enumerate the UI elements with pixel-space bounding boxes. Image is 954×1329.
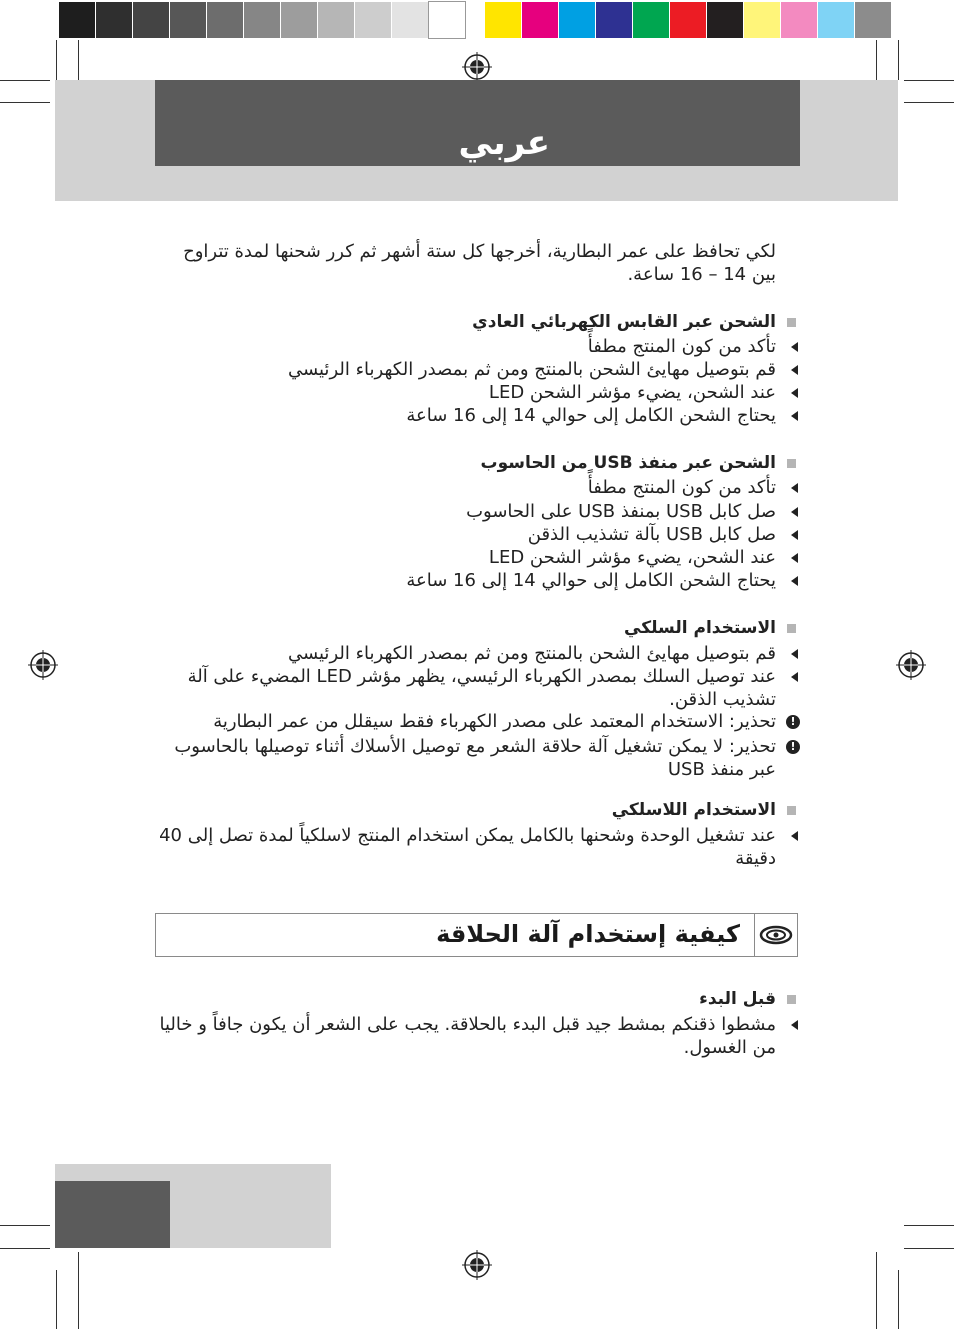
process-color-swatch [818, 2, 854, 38]
list-item: صل كابل USB بمنفذ USB على الحاسوب [466, 501, 776, 522]
eye-icon-box [754, 914, 797, 956]
list-item: قم بتوصيل مهايئ الشحن بالمنتج ومن ثم بمصدر الكهرباء الرئيسي [287, 359, 776, 380]
arrow-bullet-icon [791, 342, 798, 352]
list-item: صل كابل USB بآلة تشذيب الذقن [527, 524, 776, 545]
warning-text: تحذير: الاستخدام المعتمد على مصدر الكهرباء فقط سيقلل من عمر البطارية [213, 711, 776, 732]
arrow-bullet-icon [791, 388, 798, 398]
arrow-bullet-icon [791, 831, 798, 841]
section-bullet [787, 318, 796, 327]
grayscale-swatch [281, 2, 317, 38]
list-item: عند تشغيل الوحدة وشحنها بالكامل يمكن استخدام المنتج لاسلكياً لمدة تصل إلى 40 دقيقة [159, 825, 776, 869]
section-heading: قبل البدء [699, 989, 776, 1009]
arrow-bullet-icon [791, 365, 798, 375]
process-color-swatch [633, 2, 669, 38]
list-item: عند الشحن، يضيء مؤشر الشحن LED [488, 382, 776, 403]
section-bullet [787, 806, 796, 815]
grayscale-swatch [318, 2, 354, 38]
grayscale-swatch [207, 2, 243, 38]
registration-mark-left [28, 650, 58, 680]
grayscale-swatch [355, 2, 391, 38]
process-color-swatch [670, 2, 706, 38]
grayscale-swatch [392, 2, 428, 38]
registration-mark-bottom [462, 1250, 492, 1280]
arrow-bullet-icon [791, 507, 798, 517]
process-color-swatch [744, 2, 780, 38]
list-item: مشطوا ذقنكم بمشط جيد قبل البدء بالحلاقة. يجب على الشعر أن يكون جافاً و خاليا من الغسول. [159, 1014, 776, 1058]
grayscale-swatch [170, 2, 206, 38]
list-item: تأكد من كون المنتج مطفأً [587, 477, 776, 498]
arrow-bullet-icon [791, 483, 798, 493]
eye-icon [755, 914, 797, 956]
arrow-bullet-icon [791, 553, 798, 563]
list-item: عند توصيل السلك بمصدر الكهرباء الرئيسي، يظهر مؤشر LED المضيء على آلة تشذيب الذقن. [187, 666, 776, 710]
arrow-bullet-icon [791, 576, 798, 586]
warning-icon: ! [786, 740, 800, 754]
list-item: يحتاج الشحن الكامل إلى حوالي 14 إلى 16 ساعة [406, 570, 776, 591]
grayscale-swatch [244, 2, 280, 38]
list-item: عند الشحن، يضيء مؤشر الشحن LED [488, 547, 776, 568]
grayscale-swatch [96, 2, 132, 38]
section-heading: الشحن عبر القابس الكهربائي العادي [472, 312, 776, 332]
registration-mark-top [462, 52, 492, 82]
section-heading: الاستخدام اللاسلكي [611, 800, 776, 820]
section-bullet [787, 624, 796, 633]
warning-icon: ! [786, 715, 800, 729]
section-heading: الشحن عبر منفذ USB من الحاسوب [480, 453, 776, 473]
section-heading: الاستخدام السلكي [624, 618, 776, 638]
list-item: تأكد من كون المنتج مطفأً [587, 336, 776, 357]
process-color-swatch [522, 2, 558, 38]
grayscale-swatch [59, 2, 95, 38]
arrow-bullet-icon [791, 672, 798, 682]
arrow-bullet-icon [791, 1020, 798, 1030]
section-bullet [787, 459, 796, 468]
process-color-swatch [707, 2, 743, 38]
registration-mark-right [896, 650, 926, 680]
process-color-swatch [559, 2, 595, 38]
arrow-bullet-icon [791, 649, 798, 659]
grayscale-swatch [133, 2, 169, 38]
process-color-swatch [596, 2, 632, 38]
footer-dark-block [55, 1181, 170, 1248]
intro-paragraph: لكي تحافظ على عمر البطارية، أخرجها كل ستة أشهر ثم كرر شحنها لمدة تتراوح بين 14 – 16 ساعة. [183, 241, 776, 285]
grayscale-swatch [429, 2, 465, 38]
section-title: كيفية إستخدام آلة الحلاقة [436, 920, 740, 948]
process-color-swatch [855, 2, 891, 38]
list-item: قم بتوصيل مهايئ الشحن بالمنتج ومن ثم بمصدر الكهرباء الرئيسي [287, 643, 776, 664]
process-color-swatch [485, 2, 521, 38]
page-title: عربي [458, 123, 550, 163]
warning-text: تحذير: لا يمكن تشغيل آلة حلاقة الشعر مع توصيل الأسلاك أثناء توصيلها بالحاسوب عبر منفذ USB [174, 736, 776, 780]
list-item: يحتاج الشحن الكامل إلى حوالي 14 إلى 16 ساعة [406, 405, 776, 426]
arrow-bullet-icon [791, 530, 798, 540]
section-bullet [787, 995, 796, 1004]
process-color-swatch [781, 2, 817, 38]
arrow-bullet-icon [791, 411, 798, 421]
